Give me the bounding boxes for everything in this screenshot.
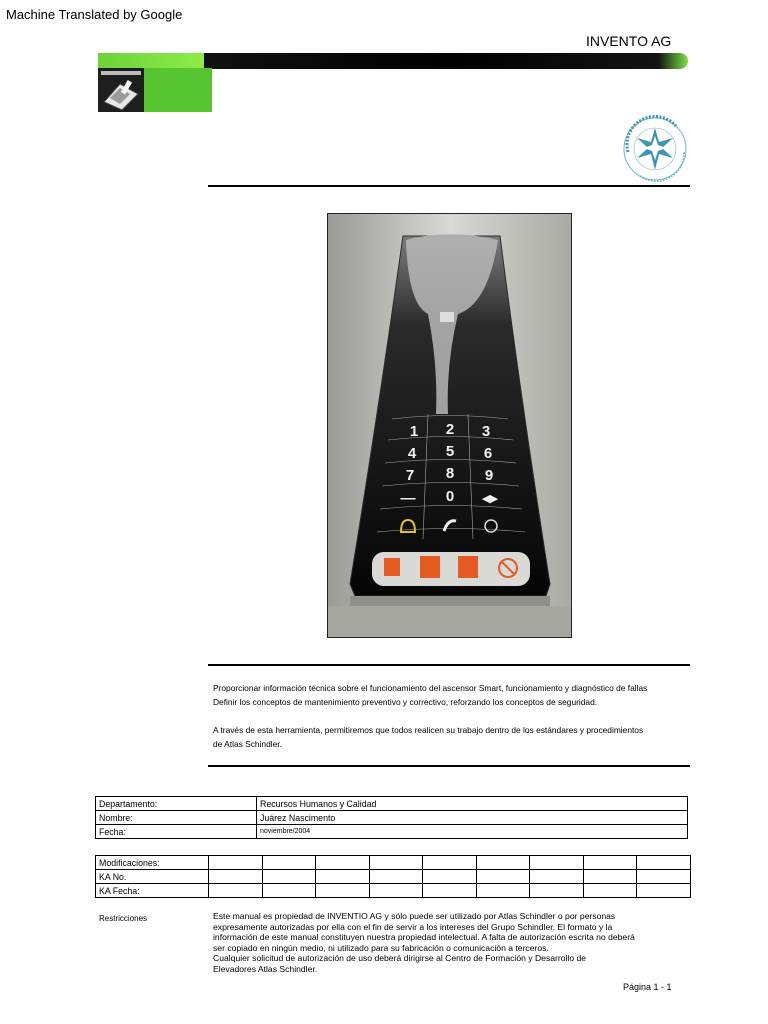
table-row [96, 797, 688, 811]
mods-cell [637, 884, 691, 898]
description-block-2 [213, 723, 683, 751]
mods-label: KA Fecha: [96, 884, 209, 898]
keypad-key-8: 8 [445, 465, 455, 482]
description-line-1: Proporcionar información técnica sobre el funcionamiento del ascensor Smart, funcionamiento y diagnóstico de fallas [213, 683, 648, 693]
table-row [96, 811, 688, 825]
mods-cell [209, 884, 263, 898]
info-value: Recursos Humanos y Calidad [257, 797, 688, 811]
restrictions-text [213, 911, 683, 975]
restrictions-line: Cualquier solicitud de autorización de uso deberá dirigirse al Centro de Formación y Desarrollo de [213, 953, 587, 964]
mods-cell [369, 870, 423, 884]
description-line-4: de Atlas Schindler. [213, 739, 282, 749]
info-label: Nombre: [96, 811, 257, 825]
keypad-key-4: 4 [407, 445, 417, 462]
info-value: Juárez Nascimento [257, 811, 688, 825]
info-label: Fecha: [96, 825, 257, 839]
description-block-1 [213, 681, 683, 709]
document-logo-icon [98, 68, 144, 112]
info-table [95, 796, 688, 839]
info-label: Departamento: [96, 797, 257, 811]
keypad-key-9: 9 [484, 467, 494, 484]
mods-cell [262, 870, 316, 884]
mods-cell [423, 870, 477, 884]
mods-cell [369, 884, 423, 898]
mods-cell [369, 856, 423, 870]
mods-cell [583, 884, 637, 898]
keypad-key-7: 7 [405, 467, 415, 484]
restrictions-label: Restricciones [99, 914, 148, 923]
company-name: INVENTO AG [586, 33, 672, 49]
mods-cell [423, 884, 477, 898]
page-number: Página 1 - 1 [623, 982, 672, 992]
mods-cell [316, 856, 370, 870]
mods-cell [209, 856, 263, 870]
table-row [96, 884, 691, 898]
mods-cell [583, 856, 637, 870]
keypad-key-6: 6 [483, 445, 493, 462]
restrictions-line: Este manual es propiedad de INVENTIO AG y sólo puede ser utilizado por Atlas Schindler o por personas [213, 911, 616, 921]
mods-cell [530, 870, 584, 884]
keypad-key-5: 5 [445, 443, 455, 460]
table-row [96, 825, 688, 839]
keypad-key-0: 0 [445, 488, 455, 505]
table-row [96, 870, 691, 884]
restrictions-line: ser copiado en ningún medio, ni utilizado para su fabricación o comunicación a terceros. [213, 942, 549, 953]
restrictions-line: información de este manual constituyen nuestra propiedad intelectual. A falta de autorización escrita no deberá [213, 932, 635, 943]
header-bar [98, 53, 688, 69]
divider-middle [208, 664, 690, 666]
mods-cell [583, 870, 637, 884]
mods-cell [530, 884, 584, 898]
mods-cell [262, 884, 316, 898]
mods-label: KA No. [96, 870, 209, 884]
mods-cell [476, 870, 530, 884]
mods-label: Modificaciones: [96, 856, 209, 870]
keypad-key-dash: — [400, 490, 416, 507]
mods-cell [262, 856, 316, 870]
description-line-3: A través de esta herramienta, permitiremos que todos realicen su trabajo dentro de los estándares y procedimientos [213, 725, 644, 735]
mods-cell [209, 870, 263, 884]
table-row [96, 856, 691, 870]
mods-cell [316, 884, 370, 898]
mods-cell [476, 856, 530, 870]
description-line-2: Definir los conceptos de mantenimiento preventivo y correctivo, reforzando los conceptos de seguridad. [213, 697, 598, 707]
modifications-table [95, 855, 691, 898]
mods-cell [530, 856, 584, 870]
machine-translated-note: Machine Translated by Google [6, 7, 183, 22]
keypad-key-3: 3 [481, 423, 491, 440]
info-value: noviembre/2004 [257, 825, 688, 839]
mods-cell [476, 884, 530, 898]
mods-cell [637, 870, 691, 884]
elevator-panel-photo [327, 213, 572, 638]
mods-cell [637, 856, 691, 870]
keypad-key-doors: ◂▸ [482, 490, 498, 507]
keypad-key-2: 2 [445, 421, 455, 438]
mods-cell [316, 870, 370, 884]
keypad-key-1: 1 [409, 423, 419, 440]
mods-cell [423, 856, 477, 870]
restrictions-line: Elevadores Atlas Schindler. [213, 963, 318, 974]
quality-seal-icon [618, 114, 692, 184]
divider-top [208, 185, 690, 187]
divider-bottom [208, 765, 690, 767]
restrictions-line: expresamente autorizadas por ella con el fin de servir a los intereses del Grupo Schindler. El formato y la [213, 921, 613, 932]
